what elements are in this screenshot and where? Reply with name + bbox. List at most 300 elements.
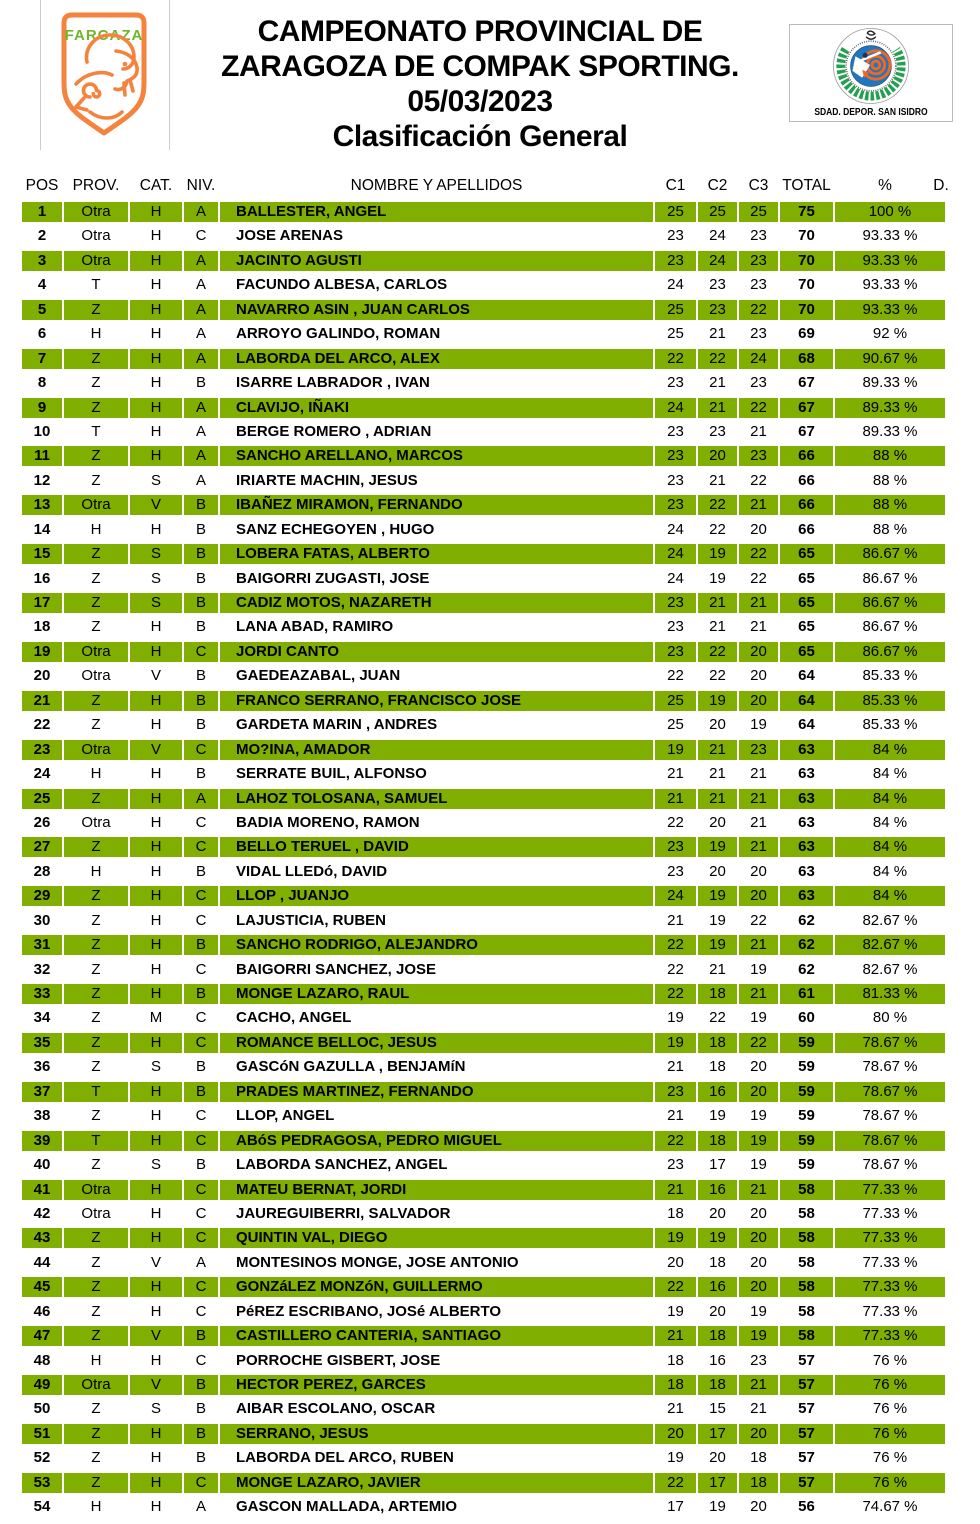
cell-total: 56	[798, 1498, 815, 1516]
cell-prov: Z	[91, 1009, 101, 1027]
cell-prov: Z	[91, 1253, 101, 1271]
cell-percent: 88 %	[835, 446, 945, 466]
cell-prov: Otra	[81, 1204, 111, 1222]
cell-c2: 20	[709, 813, 726, 831]
table-row	[22, 422, 945, 442]
cell-percent: 84 %	[872, 813, 908, 831]
table-row	[22, 520, 945, 540]
col-header-percent: %	[878, 177, 892, 194]
cell-c1: 23	[655, 251, 696, 271]
cell-c2: 20	[709, 716, 726, 734]
cell-cat: S	[130, 544, 182, 564]
col-header-total: TOTAL	[782, 177, 831, 194]
cell-c3: 21	[739, 1180, 778, 1200]
cell-percent: 82.67 %	[835, 935, 945, 955]
cell-total: 58	[780, 1180, 833, 1200]
cell-c1: 22	[655, 349, 696, 369]
cell-c3: 20	[739, 1082, 778, 1102]
cell-percent: 84 %	[835, 789, 945, 809]
cell-c1: 23	[667, 227, 684, 245]
cell-c1: 21	[667, 911, 684, 929]
san-isidro-emblem-icon	[832, 27, 910, 105]
cell-cat: V	[130, 495, 182, 515]
table-row	[22, 398, 945, 418]
cell-c1: 22	[667, 960, 684, 978]
cell-pos: 24	[33, 765, 51, 783]
cell-name: LABORDA DEL ARCO, ALEX	[220, 349, 653, 369]
cell-c1: 23	[655, 837, 696, 857]
cell-name: HECTOR PEREZ, GARCES	[220, 1375, 653, 1395]
cell-prov: H	[90, 1351, 102, 1369]
cell-c2: 21	[698, 398, 737, 418]
cell-pos: 30	[33, 911, 51, 929]
cell-c2: 22	[698, 495, 737, 515]
cell-percent: 77.33 %	[835, 1277, 945, 1297]
cell-prov: Z	[91, 569, 101, 587]
cell-percent: 89.33 %	[862, 374, 918, 392]
cell-niv: B	[184, 1424, 218, 1444]
goat-lineart	[76, 35, 137, 118]
cell-c3: 20	[750, 520, 767, 538]
table-row	[22, 1424, 945, 1444]
cell-c3: 22	[750, 911, 767, 929]
cell-c3: 19	[750, 960, 767, 978]
cell-cat: H	[130, 935, 182, 955]
cell-c1: 23	[655, 495, 696, 515]
cell-total: 66	[798, 471, 815, 489]
cell-total: 62	[798, 960, 815, 978]
cell-c2: 18	[698, 1326, 737, 1346]
cell-c2: 18	[698, 1375, 737, 1395]
cell-c3: 19	[750, 1156, 767, 1174]
cell-percent: 92 %	[872, 325, 908, 343]
cell-percent: 86.67 %	[835, 544, 945, 564]
cell-c1: 23	[655, 593, 696, 613]
cell-cat: H	[150, 813, 162, 831]
goat-eye	[123, 62, 128, 67]
cell-total: 58	[780, 1277, 833, 1297]
cell-c2: 17	[709, 1156, 726, 1174]
cell-total: 59	[798, 1156, 815, 1174]
cell-prov: Otra	[64, 251, 128, 271]
cell-name: GONZáLEZ MONZóN, GUILLERMO	[220, 1277, 653, 1297]
cell-prov: Z	[91, 1058, 101, 1076]
cell-total: 70	[798, 227, 815, 245]
cell-pos: 14	[33, 520, 51, 538]
cell-niv: A	[195, 276, 206, 294]
cell-c1: 19	[667, 1009, 684, 1027]
cell-c2: 21	[698, 740, 737, 760]
cell-niv: C	[184, 1131, 218, 1151]
cell-c2: 18	[709, 1058, 726, 1076]
table-row	[22, 1497, 945, 1517]
cell-pos: 54	[33, 1498, 51, 1516]
cell-niv: A	[184, 398, 218, 418]
cell-percent: 76 %	[872, 1351, 908, 1369]
table-row	[22, 813, 945, 833]
cell-name: JAUREGUIBERRI, SALVADOR	[236, 1204, 451, 1222]
cell-total: 57	[798, 1449, 815, 1467]
cell-c1: 21	[655, 789, 696, 809]
cell-niv: A	[195, 1253, 206, 1271]
cell-name: MO?INA, AMADOR	[220, 740, 653, 760]
cell-cat: M	[149, 1009, 163, 1027]
cell-c1: 21	[667, 1400, 684, 1418]
cell-pos: 44	[33, 1253, 51, 1271]
cell-percent: 86.67 %	[862, 618, 918, 636]
cell-total: 64	[780, 691, 833, 711]
cell-c3: 20	[750, 667, 767, 685]
cell-total: 63	[798, 862, 815, 880]
cell-prov: Z	[64, 886, 128, 906]
cell-c2: 22	[709, 520, 726, 538]
table-row	[22, 1180, 945, 1200]
cell-c1: 19	[667, 1302, 684, 1320]
cell-niv: C	[195, 1302, 207, 1320]
table-row	[22, 1204, 945, 1224]
cell-c1: 22	[667, 813, 684, 831]
table-rows	[0, 202, 945, 1522]
cell-total: 66	[780, 495, 833, 515]
cell-total: 63	[780, 789, 833, 809]
cell-c2: 19	[698, 935, 737, 955]
cell-pos: 17	[22, 593, 62, 613]
cell-prov: Z	[64, 398, 128, 418]
cell-name: CACHO, ANGEL	[236, 1009, 352, 1027]
table-header-row	[22, 176, 949, 196]
cell-name: JACINTO AGUSTI	[220, 251, 653, 271]
cell-cat: H	[150, 374, 162, 392]
table-row	[22, 764, 945, 784]
cell-total: 65	[780, 642, 833, 662]
cell-niv: A	[184, 789, 218, 809]
cell-prov: Z	[91, 618, 101, 636]
col-header-pos: POS	[25, 177, 59, 194]
cell-c2: 21	[709, 471, 726, 489]
cell-niv: B	[195, 520, 206, 538]
cell-prov: H	[90, 765, 102, 783]
table-row	[22, 373, 945, 393]
cell-c2: 20	[709, 1302, 726, 1320]
farcaza-goat-icon	[54, 6, 154, 138]
cell-pos: 31	[22, 935, 62, 955]
cell-total: 67	[798, 422, 815, 440]
cell-pos: 27	[22, 837, 62, 857]
cell-niv: B	[195, 1156, 206, 1174]
cell-percent: 78.67 %	[835, 1033, 945, 1053]
cell-total: 68	[780, 349, 833, 369]
cell-percent: 84 %	[872, 765, 908, 783]
cell-name: MONGE LAZARO, JAVIER	[220, 1473, 653, 1493]
cell-cat: V	[130, 1326, 182, 1346]
cell-name: LLOP, ANGEL	[236, 1107, 335, 1125]
cell-cat: H	[130, 789, 182, 809]
cell-cat: H	[150, 276, 162, 294]
cell-cat: H	[150, 1302, 162, 1320]
cell-prov: H	[90, 862, 102, 880]
cell-pos: 8	[37, 374, 47, 392]
cell-c3: 21	[750, 1400, 767, 1418]
cell-percent: 88 %	[835, 495, 945, 515]
cell-prov: Otra	[81, 813, 111, 831]
cell-c1: 18	[667, 1204, 684, 1222]
cell-c3: 18	[739, 1473, 778, 1493]
cell-prov: Z	[91, 1302, 101, 1320]
cell-total: 63	[780, 837, 833, 857]
cell-percent: 77.33 %	[835, 1326, 945, 1346]
cell-niv: B	[184, 593, 218, 613]
cell-cat: H	[150, 960, 162, 978]
cell-prov: Z	[64, 544, 128, 564]
cell-c1: 23	[667, 1156, 684, 1174]
san-isidro-logo	[789, 24, 953, 122]
cell-total: 65	[780, 593, 833, 613]
cell-name: LAHOZ TOLOSANA, SAMUEL	[220, 789, 653, 809]
cell-pos: 37	[22, 1082, 62, 1102]
cell-c3: 21	[739, 789, 778, 809]
cell-cat: S	[150, 1400, 161, 1418]
cell-percent: 74.67 %	[862, 1498, 918, 1516]
cell-total: 61	[780, 984, 833, 1004]
cell-prov: Z	[64, 349, 128, 369]
cell-name: QUINTIN VAL, DIEGO	[220, 1228, 653, 1248]
cell-name: BERGE ROMERO , ADRIAN	[236, 422, 432, 440]
cell-percent: 93.33 %	[835, 300, 945, 320]
table-row	[22, 935, 945, 955]
cell-c2: 19	[709, 1107, 726, 1125]
cell-name: IRIARTE MACHIN, JESUS	[236, 471, 418, 489]
cell-niv: C	[184, 642, 218, 662]
col-header-c3: C3	[748, 177, 769, 194]
cell-prov: Z	[91, 911, 101, 929]
cell-total: 62	[798, 911, 815, 929]
cell-c3: 20	[750, 1204, 767, 1222]
cell-niv: B	[195, 1449, 206, 1467]
cell-c2: 20	[709, 1204, 726, 1222]
cell-c2: 18	[709, 1253, 726, 1271]
cell-prov: Z	[64, 1326, 128, 1346]
cell-cat: H	[150, 765, 162, 783]
cell-c2: 16	[698, 1180, 737, 1200]
cell-prov: Otra	[81, 227, 111, 245]
cell-c3: 19	[750, 1302, 767, 1320]
cell-percent: 86.67 %	[835, 593, 945, 613]
cell-name: LABORDA SANCHEZ, ANGEL	[236, 1156, 448, 1174]
cell-percent: 78.67 %	[862, 1107, 918, 1125]
cell-percent: 82.67 %	[862, 911, 918, 929]
cell-c1: 23	[667, 374, 684, 392]
cell-niv: B	[184, 544, 218, 564]
cell-name: IBAÑEZ MIRAMON, FERNANDO	[220, 495, 653, 515]
cell-niv: B	[195, 374, 206, 392]
cell-total: 70	[798, 276, 815, 294]
cell-niv: C	[184, 1180, 218, 1200]
cell-total: 75	[780, 202, 833, 222]
cell-percent: 76 %	[872, 1400, 908, 1418]
cell-name: GASCóN GAZULLA , BENJAMíN	[236, 1058, 466, 1076]
cell-pos: 52	[33, 1449, 51, 1467]
cell-c2: 21	[709, 374, 726, 392]
table-row	[22, 1277, 945, 1297]
cell-c2: 17	[698, 1473, 737, 1493]
cell-c3: 19	[750, 1009, 767, 1027]
cell-prov: Otra	[64, 740, 128, 760]
table-row	[22, 1155, 945, 1175]
cell-c2: 17	[698, 1424, 737, 1444]
table-row	[22, 569, 945, 589]
table-row	[22, 1351, 945, 1371]
cell-prov: Z	[91, 960, 101, 978]
table-row	[22, 495, 945, 515]
cell-total: 58	[798, 1204, 815, 1222]
table-row	[22, 226, 945, 246]
cell-cat: H	[150, 618, 162, 636]
cell-total: 66	[780, 446, 833, 466]
cell-pos: 10	[33, 422, 51, 440]
cell-c2: 19	[698, 1228, 737, 1248]
cell-percent: 90.67 %	[835, 349, 945, 369]
cell-name: FACUNDO ALBESA, CARLOS	[236, 276, 448, 294]
cell-c1: 24	[667, 276, 684, 294]
cell-total: 59	[798, 1058, 815, 1076]
cell-c1: 19	[655, 1228, 696, 1248]
cell-cat: H	[150, 1351, 162, 1369]
cell-total: 65	[798, 569, 815, 587]
cell-percent: 84 %	[835, 740, 945, 760]
cell-niv: C	[184, 837, 218, 857]
cell-niv: B	[184, 1375, 218, 1395]
cell-pos: 49	[22, 1375, 62, 1395]
cell-c3: 22	[739, 544, 778, 564]
cell-total: 67	[798, 374, 815, 392]
cell-percent: 93.33 %	[835, 251, 945, 271]
cell-niv: A	[195, 422, 206, 440]
cell-name: BELLO TERUEL , DAVID	[220, 837, 653, 857]
cell-c1: 21	[667, 765, 684, 783]
cell-prov: Z	[64, 691, 128, 711]
cell-c3: 23	[750, 1351, 767, 1369]
cell-niv: C	[184, 1277, 218, 1297]
cell-prov: Z	[64, 300, 128, 320]
cell-c1: 21	[667, 1107, 684, 1125]
cell-cat: H	[130, 1473, 182, 1493]
cell-cat: S	[130, 593, 182, 613]
cell-c1: 20	[655, 1424, 696, 1444]
cell-prov: Z	[91, 1449, 101, 1467]
cell-pos: 16	[33, 569, 51, 587]
cell-niv: C	[195, 227, 207, 245]
cell-pos: 35	[22, 1033, 62, 1053]
cell-c2: 25	[698, 202, 737, 222]
cell-name: GASCON MALLADA, ARTEMIO	[236, 1498, 458, 1516]
cell-c2: 19	[709, 569, 726, 587]
col-header-d: D.	[933, 177, 949, 194]
cell-niv: C	[184, 1033, 218, 1053]
cell-cat: H	[130, 691, 182, 711]
cell-total: 64	[798, 716, 815, 734]
cell-c2: 19	[698, 544, 737, 564]
cell-prov: Otra	[64, 1375, 128, 1395]
table-row	[22, 1106, 945, 1126]
cell-cat: H	[150, 716, 162, 734]
cell-niv: B	[184, 984, 218, 1004]
cell-percent: 84 %	[872, 862, 908, 880]
cell-c1: 22	[655, 1473, 696, 1493]
col-header-cat: CAT.	[139, 177, 173, 194]
cell-niv: B	[195, 1400, 206, 1418]
cell-c1: 22	[655, 984, 696, 1004]
cell-prov: Z	[64, 1228, 128, 1248]
cell-cat: H	[130, 642, 182, 662]
cell-c1: 23	[667, 618, 684, 636]
cell-niv: A	[195, 325, 206, 343]
cell-total: 66	[798, 520, 815, 538]
cell-c1: 23	[655, 446, 696, 466]
cell-pos: 15	[22, 544, 62, 564]
cell-total: 58	[798, 1302, 815, 1320]
cell-name: MONTESINOS MONGE, JOSE ANTONIO	[236, 1253, 519, 1271]
cell-name: MATEU BERNAT, JORDI	[220, 1180, 653, 1200]
cell-total: 58	[780, 1326, 833, 1346]
cell-name: JORDI CANTO	[220, 642, 653, 662]
cell-name: SANZ ECHEGOYEN , HUGO	[236, 520, 435, 538]
table-row	[22, 1473, 945, 1493]
cell-c3: 20	[739, 1424, 778, 1444]
cell-name: LLOP , JUANJO	[220, 886, 653, 906]
table-row	[22, 740, 945, 760]
table-row	[22, 1228, 945, 1248]
cell-c1: 19	[655, 740, 696, 760]
cell-niv: C	[184, 740, 218, 760]
cell-c1: 23	[655, 642, 696, 662]
cell-c3: 19	[739, 1326, 778, 1346]
cell-pos: 18	[33, 618, 51, 636]
cell-cat: H	[130, 1082, 182, 1102]
table-row	[22, 911, 945, 931]
cell-c2: 22	[709, 1009, 726, 1027]
cell-niv: A	[184, 446, 218, 466]
cell-pos: 38	[33, 1107, 51, 1125]
cell-percent: 89.33 %	[835, 398, 945, 418]
cell-pos: 42	[33, 1204, 51, 1222]
cell-name: MONGE LAZARO, RAUL	[220, 984, 653, 1004]
cell-c3: 22	[750, 569, 767, 587]
cell-c1: 25	[655, 691, 696, 711]
cell-prov: Z	[91, 1156, 101, 1174]
cell-total: 57	[780, 1424, 833, 1444]
cell-c2: 22	[698, 349, 737, 369]
cell-c1: 24	[667, 520, 684, 538]
cell-niv: C	[195, 1204, 207, 1222]
cell-c3: 20	[739, 1228, 778, 1248]
title-line-4: Clasificación General	[332, 120, 628, 153]
cell-c1: 25	[655, 300, 696, 320]
table-row	[22, 789, 945, 809]
cell-c3: 22	[739, 300, 778, 320]
cell-niv: A	[184, 300, 218, 320]
cell-pos: 33	[22, 984, 62, 1004]
cell-c3: 20	[739, 691, 778, 711]
cell-niv: B	[195, 862, 206, 880]
cell-cat: V	[130, 740, 182, 760]
cell-percent: 77.33 %	[835, 1228, 945, 1248]
table-row	[22, 691, 945, 711]
cell-c1: 24	[667, 569, 684, 587]
cell-c3: 20	[739, 642, 778, 662]
cell-name: LOBERA FATAS, ALBERTO	[220, 544, 653, 564]
cell-c1: 22	[655, 1277, 696, 1297]
cell-name: GAEDEAZABAL, JUAN	[236, 667, 401, 685]
